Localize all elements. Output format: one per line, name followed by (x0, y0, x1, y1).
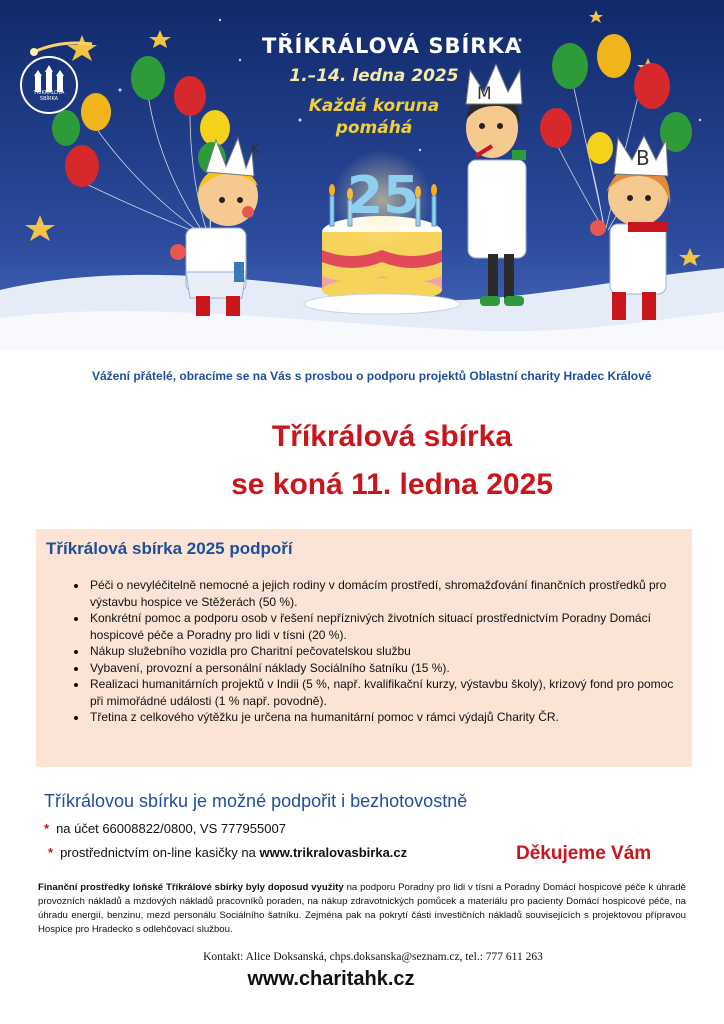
asterisk-icon: * (48, 845, 54, 860)
banner-title: TŘÍKRÁLOVÁ SBÍRKA (262, 34, 522, 58)
list-item: • Péči o nevyléčitelně nemocné a jejich rodiny v domácím prostředí, shromažďování finančních prostředků pro výstavbu hospice ve Stěžerách (50 %). (88, 577, 688, 610)
main-title-line1: Tříkrálová sbírka (271, 420, 513, 453)
cashless-heading: Tříkrálovou sbírku je možné podpořit i bezhotovostně (44, 791, 468, 811)
online-box-line (48, 845, 407, 860)
list-item: • Konkrétní pomoc a podporu osob v řešení nepříznivých životních situací prostřednictvím Poradny Domácí hospicové péče a Poradny pro lidi v tísni (20 %). (88, 610, 688, 643)
banner-slogan-line2: pomáhá (335, 118, 413, 138)
online-box-link[interactable]: www.trikralovasbirka.cz (259, 845, 408, 860)
three-kings-logo-icon (22, 58, 76, 112)
campaign-logo (20, 56, 78, 114)
banner-dates: 1.–14. ledna 2025 (289, 66, 459, 86)
support-list (64, 577, 688, 726)
list-item: • Třetina z celkového výtěžku je určena na humanitární pomoc v rámci výdajů Charity ČR. (88, 709, 688, 726)
last-year-lead: Finanční prostředky loňské Tříkrálové sbírky byly doposud využity (38, 882, 344, 893)
crown-letter-k: K (251, 142, 260, 157)
last-year-text: na podporu Poradny pro lidi v tísni a Poradny Domácí hospicové péče k úhradě provozních nákladů a mzdových nákladů pracovníků poraden, na nákup zdravotnických pomůcek a materiálu pro pacienty Domácí hospicové péče, na úhradu energií, benzinu, mezd personálu Sociálního šatníku. Zejména pak na pokrytí části investičních nákladů souvisejících s projektovou přípravou Hospice pro Hradecko s odlehčovací službou. (38, 882, 686, 935)
contact-line: Kontakt: Alice Doksanská, chps.doksanska@seznam.cz, tel.: 777 611 263 (203, 951, 543, 963)
thanks-text: Děkujeme Vám (516, 843, 652, 864)
website-link[interactable]: www.charitahk.cz (247, 968, 415, 990)
support-box (36, 529, 692, 767)
last-year-paragraph (38, 881, 686, 937)
campaign-banner (0, 0, 724, 350)
list-item: • Nákup služebního vozidla pro Charitní pečovatelskou službu (88, 643, 688, 660)
list-item: • Vybavení, provozní a personální náklady Sociálního šatníku (15 %). (88, 660, 688, 677)
asterisk-icon: * (44, 821, 50, 836)
crown-letter-b: B (636, 146, 650, 170)
bank-account-text: na účet 66008822/0800, VS 777955007 (56, 821, 286, 836)
online-box-text: prostřednictvím on-line kasičky na (60, 845, 256, 860)
logo-caption: TŘÍKRÁLOVÁ SBÍRKA (33, 90, 65, 102)
crown-letter-m: M (477, 84, 492, 104)
balloon-icon (65, 145, 99, 187)
bank-account-line (44, 821, 286, 836)
intro-text: Vážení přátelé, obracíme se na Vás s prosbou o podporu projektů Oblastní charity Hradec Králové (92, 369, 652, 383)
banner-slogan-line1: Každá koruna (308, 96, 440, 116)
main-title-line2: se koná 11. ledna 2025 (231, 468, 553, 501)
support-heading: Tříkrálová sbírka 2025 podpoří (46, 539, 293, 558)
cake-number: 25 (346, 166, 420, 226)
list-item: • Realizaci humanitárních projektů v Indii (5 %, např. kvalifikační kurzy, výstavbu školy), krizový fond pro pomoc při mimořádné události (1 % např. povodně). (88, 676, 688, 709)
